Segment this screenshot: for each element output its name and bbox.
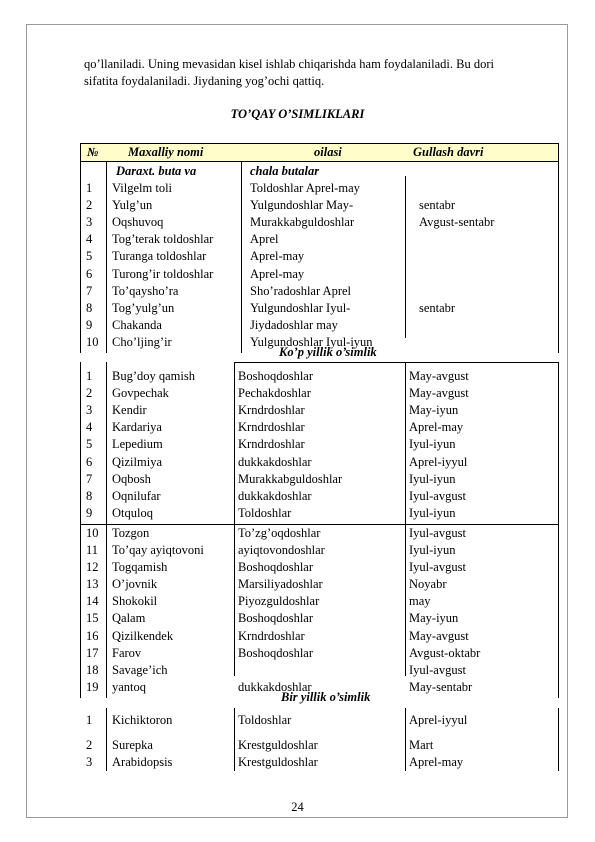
group1-row-9-col-2: Chakanda: [112, 317, 162, 332]
group2a-row-2-col-4: May-avgust: [409, 386, 469, 401]
intro-line-1: qo’llaniladi. Uning mevasidan kisel ishlab chiqarishda ham foydalaniladi. Bu dori: [84, 57, 494, 71]
group1-col1-rule: [106, 162, 107, 353]
group2b-row-4-col-2: O’jovnik: [112, 577, 158, 592]
group1-row-10-col-3: Yulgundoshlar Iyul-iyun: [250, 334, 373, 349]
group2b-row-3-col-2: Togqamish: [112, 560, 168, 575]
group2a-row-4-col-1: 4: [86, 420, 93, 435]
group2a-row-1-col-2: Bug’doy qamish: [112, 369, 195, 383]
group2b-col1-rule: [106, 524, 107, 698]
group1-row-5-col-2: Turanga toldoshlar: [112, 249, 207, 264]
group2a-row-8-col-2: Oqnilufar: [112, 488, 161, 503]
group2b-row-4-col-1: 13: [86, 577, 99, 592]
page-number: 24: [291, 800, 304, 814]
group1-row-3-col-2: Oqshuvoq: [112, 215, 164, 230]
group2b-row-5-col-3: Piyozguldoshlar: [238, 594, 320, 609]
group2a-row-6-col-2: Qizilmiya: [112, 454, 162, 469]
group2a-row-3-col-4: May-iyun: [409, 403, 459, 418]
group1-row-7-col-2: To’qaysho’ra: [112, 283, 179, 298]
group2a-row-5-col-3: Krndrdoshlar: [238, 437, 305, 452]
group2b-row-7-col-4: May-avgust: [409, 628, 469, 643]
group1-row-2-col-2: Yulg’un: [112, 198, 153, 213]
group2b-row-2-col-2: To’qay ayiqtovoni: [112, 543, 204, 557]
group1-row-1-col-3: Toldoshlar Aprel-may: [250, 181, 360, 195]
group2b-row-7-col-2: Qizilkendek: [112, 628, 174, 643]
group2a-row-7-col-1: 7: [86, 471, 93, 486]
group2b-row-3-col-4: Iyul-avgust: [409, 560, 466, 575]
group2b-row-9-col-4: Iyul-avgust: [409, 662, 466, 677]
group2b-row-4-col-4: Noyabr: [409, 577, 447, 592]
group2a-row-8-col-1: 8: [86, 488, 93, 503]
group2a-row-6-col-3: dukkakdoshlar: [238, 454, 312, 469]
group1-row-10-col-1: 10: [86, 334, 99, 349]
group3-row-3-col-3: Krestguldoshlar: [238, 755, 318, 769]
group2b-row-3-col-1: 12: [86, 560, 99, 575]
group2a-row-1-col-4: May-avgust: [409, 369, 469, 383]
section-title: TO’QAY O’SIMLIKLARI: [230, 107, 365, 121]
group2b-row-3-col-3: Boshoqdoshlar: [238, 560, 313, 575]
group2b-row-9-col-1: 18: [86, 662, 99, 677]
group2b-row-6-col-3: Boshoqdoshlar: [238, 611, 313, 626]
group2a-row-9-col-2: Otquloq: [112, 505, 153, 520]
header-local-name: Maxalliy nomi: [128, 145, 204, 159]
header-number: №: [87, 145, 99, 159]
group2b-row-9-col-2: Savage’ich: [112, 662, 168, 677]
group2b-row-2-col-3: ayiqtovondoshlar: [238, 543, 325, 557]
group3-row-3-col-4: Aprel-may: [409, 755, 464, 769]
group2a-col3-rule: [405, 362, 406, 524]
group2a-row-3-col-3: Krndrdoshlar: [238, 403, 305, 418]
group2b-row-10-col-3: dukkakdoshlar: [238, 679, 312, 694]
group1-row-5-col-3: Aprel-may: [250, 249, 305, 264]
group2b-left-border: [80, 524, 81, 698]
group1-left-border: [80, 162, 81, 353]
intro-paragraph: [84, 56, 554, 90]
group2b-col2-rule: [234, 524, 235, 676]
group2a-row-7-col-3: Murakkabguldoshlar: [238, 471, 343, 486]
group2b-row-6-col-4: May-iyun: [409, 611, 459, 626]
group3-row-2-col-4: Mart: [409, 737, 434, 752]
group2b-row-6-col-1: 15: [86, 611, 99, 626]
group2b-row-5-col-1: 14: [86, 594, 99, 609]
group2-top-rule: [234, 362, 559, 363]
group2a-row-9-col-1: 9: [86, 505, 93, 520]
group3-row-2-col-2: Surepka: [112, 737, 153, 752]
group2a-row-8-col-4: Iyul-avgust: [409, 488, 466, 503]
group2a-row-2-col-3: Pechakdoshlar: [238, 386, 311, 401]
group2a-row-4-col-3: Krndrdoshlar: [238, 420, 305, 435]
group2b-row-8-col-1: 17: [86, 645, 99, 660]
group2a-row-7-col-4: Iyul-iyun: [409, 471, 456, 486]
group1-row-8-col-1: 8: [86, 300, 93, 315]
group2b-row-1-col-4: Iyul-avgust: [409, 525, 466, 540]
group1-row-3-col-3: Murakkabguldoshlar: [250, 215, 355, 230]
group3-col1-rule: [106, 708, 107, 771]
subheading-perennial: Ko’p yillik o’simlik: [279, 345, 377, 359]
group3-col2-rule: [234, 708, 235, 771]
group1-row-9-col-1: 9: [86, 317, 93, 332]
group1-row-9-col-3: Jiydadoshlar may: [250, 317, 338, 332]
group2a-row-9-col-4: Iyul-iyun: [409, 505, 456, 520]
plants-table: [80, 143, 559, 777]
group1-row-6-col-2: Turong’ir toldoshlar: [112, 266, 214, 281]
group2a-row-3-col-1: 3: [86, 403, 93, 418]
group2b-row-2-col-1: 11: [86, 543, 99, 557]
group2b-row-10-col-4: May-sentabr: [409, 679, 473, 694]
group2a-row-9-col-3: Toldoshlar: [238, 505, 292, 520]
group1-row-4-col-3: Aprel: [250, 232, 279, 247]
group1-row-1-col-2: Vilgelm toli: [112, 181, 173, 195]
group2b-row-10-col-1: 19: [86, 679, 99, 694]
group2a-row-4-col-4: Aprel-may: [409, 420, 464, 435]
group1-row-7-col-1: 7: [86, 283, 93, 298]
group2a-col2-rule: [234, 362, 235, 524]
subheading-annual: Bir yillik o’simlik: [281, 689, 371, 704]
group1-row-3-col-1: 3: [86, 215, 93, 230]
header-family: oilasi: [314, 145, 342, 159]
group2b-row-1-col-3: To’zg’oqdoshlar: [238, 525, 321, 540]
group2b-row-5-col-2: Shokokil: [112, 594, 158, 609]
group2b-row-1-col-2: Tozgon: [112, 525, 150, 540]
group1-row-3-col-4: Avgust-sentabr: [419, 215, 495, 230]
group2a-row-8-col-3: dukkakdoshlar: [238, 488, 312, 503]
group1-row-6-col-1: 6: [86, 266, 93, 281]
group2b-row-8-col-3: Boshoqdoshlar: [238, 645, 313, 660]
header-flowering-period: Gullash davri: [413, 145, 484, 159]
group1-row-7-col-3: Sho’radoshlar Aprel: [250, 283, 352, 298]
group2a-row-2-col-2: Govpechak: [112, 386, 169, 401]
group1-row-2-col-3: Yulgundoshlar May-: [250, 198, 354, 213]
group2b-row-5-col-4: may: [409, 594, 431, 609]
group2a-row-1-col-3: Boshoqdoshlar: [238, 369, 313, 383]
group2a-row-5-col-2: Lepedium: [112, 437, 163, 452]
group1-row-8-col-2: Tog’yulg’un: [112, 300, 175, 315]
group1-row-8-col-3: Yulgundoshlar Iyul-: [250, 300, 351, 315]
group1-row-10-col-2: Cho’ljing’ir: [112, 334, 172, 349]
group1-col2-rule: [241, 162, 242, 353]
group1-row-6-col-3: Aprel-may: [250, 266, 305, 281]
group3-row-3-col-2: Arabidopsis: [112, 755, 173, 769]
table-header: [80, 143, 559, 162]
group1-row-5-col-1: 5: [86, 249, 93, 264]
group2b-col3-rule: [405, 524, 406, 676]
group3-col3-rule: [405, 708, 406, 771]
subheading-semi-shrubs: chala butalar: [250, 164, 320, 178]
group2a-row-2-col-1: 2: [86, 386, 93, 401]
group2a-row-6-col-1: 6: [86, 454, 93, 469]
group2b-row-2-col-4: Iyul-iyun: [409, 543, 456, 557]
group1-right-border: [558, 162, 559, 353]
group2b-row-10-col-2: yantoq: [112, 679, 147, 694]
group3-row-1-col-2: Kichiktoron: [112, 712, 173, 727]
group3-row-1-col-1: 1: [86, 712, 93, 727]
group2a-right-border: [558, 362, 559, 524]
group2a-row-7-col-2: Oqbosh: [112, 471, 151, 486]
group2a-row-5-col-4: Iyul-iyun: [409, 437, 456, 452]
group2a-row-6-col-4: Aprel-iyyul: [409, 454, 468, 469]
group2a-row-1-col-1: 1: [86, 369, 93, 383]
group1-row-2-col-4: sentabr: [419, 198, 456, 213]
group3-row-1-col-3: Toldoshlar: [238, 712, 292, 727]
group2b-row-4-col-3: Marsiliyadoshlar: [238, 577, 323, 592]
group3-right-border: [558, 708, 559, 771]
group3-row-1-col-4: Aprel-iyyul: [409, 712, 468, 727]
group2b-row-6-col-2: Qalam: [112, 611, 146, 626]
group2a-col1-rule: [106, 362, 107, 524]
group2b-right-border: [558, 524, 559, 698]
group1-row-4-col-1: 4: [86, 232, 93, 247]
group1-col3-rule: [405, 176, 406, 338]
group2b-row-7-col-3: Krndrdoshlar: [238, 628, 305, 643]
group1-row-1-col-1: 1: [86, 181, 93, 195]
group2a-row-3-col-2: Kendir: [112, 403, 147, 418]
group2a-row-5-col-1: 5: [86, 437, 93, 452]
group2a-left-border: [80, 362, 81, 524]
group3-row-2-col-1: 2: [86, 737, 93, 752]
group2b-row-8-col-2: Farov: [112, 645, 142, 660]
subheading-trees-shrubs: Daraxt. buta va: [116, 164, 197, 178]
group3-row-3-col-1: 3: [86, 755, 93, 769]
group2b-row-1-col-1: 10: [86, 525, 99, 540]
group2b-row-7-col-1: 16: [86, 628, 99, 643]
group3-row-2-col-3: Krestguldoshlar: [238, 737, 318, 752]
group1-row-8-col-4: sentabr: [419, 300, 456, 315]
group2b-row-8-col-4: Avgust-oktabr: [409, 645, 481, 660]
group2a-row-4-col-2: Kardariya: [112, 420, 162, 435]
group1-row-4-col-2: Tog’terak toldoshlar: [112, 232, 214, 247]
intro-line-2: sifatita foydalaniladi. Jiydaning yog’ochi qattiq.: [84, 74, 325, 88]
group1-row-2-col-1: 2: [86, 198, 93, 213]
